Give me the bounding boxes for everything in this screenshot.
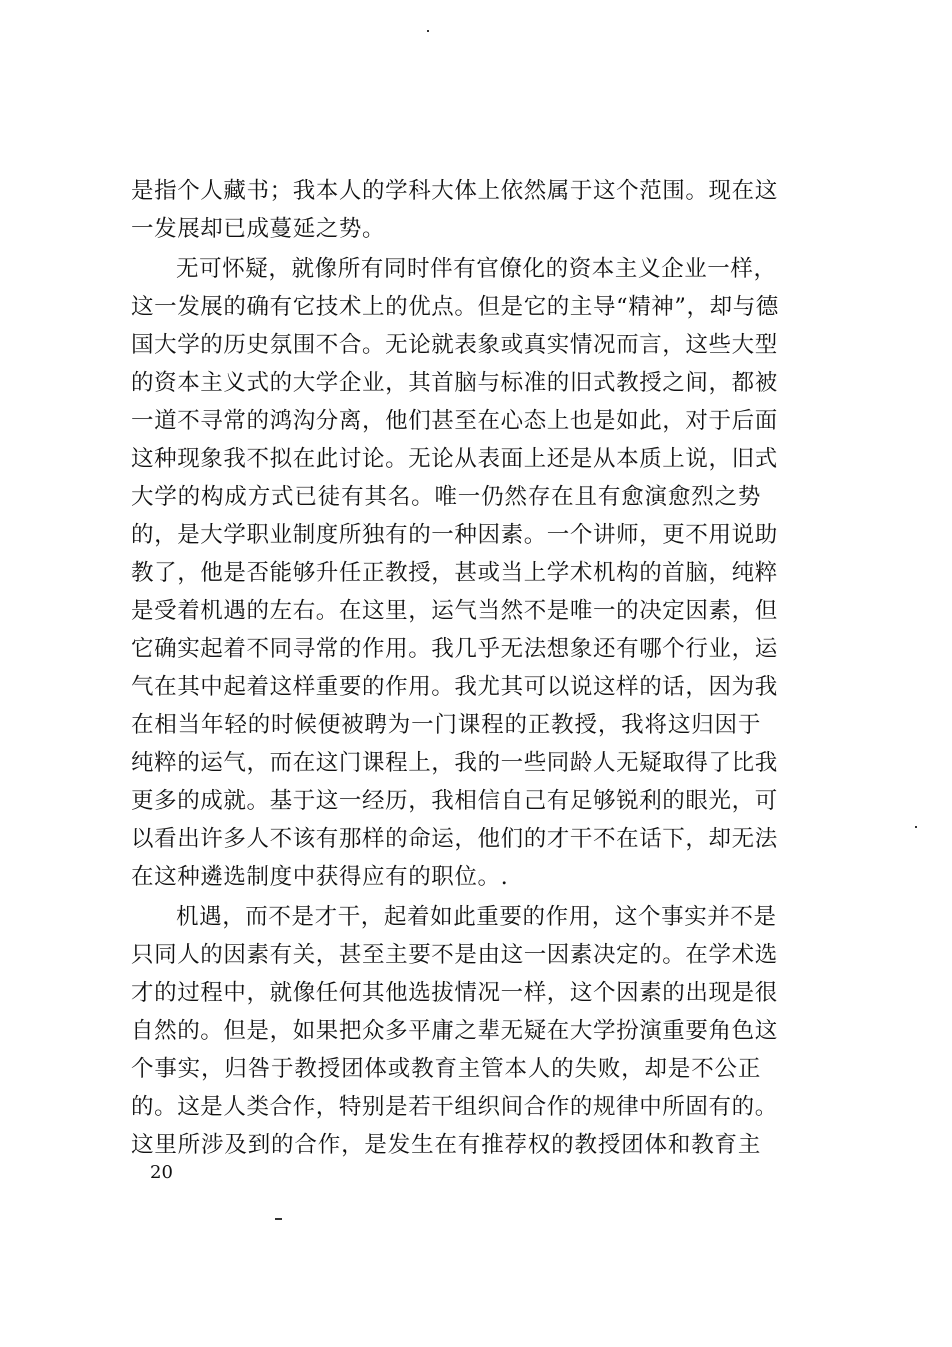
text-line: 这种现象我不拟在此讨论。无论从表面上还是从本质上说，旧式 (131, 446, 778, 472)
paragraph-2 (131, 250, 779, 896)
text-line: 以看出许多人不该有那样的命运，他们的才干不在话下，却无法 (131, 826, 778, 852)
text-line: 是指个人藏书；我本人的学科大体上依然属于这个范围。现在这 (131, 178, 778, 204)
text-line: 在相当年轻的时候便被聘为一门课程的正教授，我将这归因于 (131, 712, 761, 738)
text-line: 自然的。但是，如果把众多平庸之辈无疑在大学扮演重要角色这 (131, 1018, 778, 1044)
scan-speck (427, 30, 429, 32)
paragraph-3 (131, 898, 778, 1164)
text-line: 的。这是人类合作，特别是若干组织间合作的规律中所固有的。 (131, 1094, 778, 1120)
text-line: 一道不寻常的鸿沟分离，他们甚至在心态上也是如此，对于后面 (131, 408, 778, 434)
text-line: 这里所涉及到的合作，是发生在有推荐权的教授团体和教育主 (131, 1132, 761, 1158)
text-line: 才的过程中，就像任何其他选拔情况一样，这个因素的出现是很 (131, 980, 778, 1006)
text-line: 教了，他是否能够升任正教授，甚或当上学术机构的首脑，纯粹 (131, 560, 778, 586)
scan-speck (275, 1218, 282, 1220)
text-line: 它确实起着不同寻常的作用。我几乎无法想象还有哪个行业，运 (131, 636, 778, 662)
scan-speck (915, 826, 917, 828)
text-line: 无可怀疑，就像所有同时伴有官僚化的资本主义企业一样， (176, 256, 777, 282)
text-line: 纯粹的运气，而在这门课程上，我的一些同龄人无疑取得了比我 (131, 750, 778, 776)
text-line: 这一发展的确有它技术上的优点。但是它的主导“精神”，却与德 (131, 294, 779, 320)
text-line: 个事实，归咎于教授团体或教育主管本人的失败，却是不公正 (131, 1056, 761, 1082)
text-line: 国大学的历史氛围不合。无论就表象或真实情况而言，这些大型 (131, 332, 778, 358)
text-line: 一发展却已成蔓延之势。 (131, 216, 386, 242)
text-line: 的资本主义式的大学企业，其首脑与标准的旧式教授之间，都被 (131, 370, 778, 396)
text-line: 大学的构成方式已徒有其名。唯一仍然存在且有愈演愈烈之势 (131, 484, 761, 510)
text-line: 机遇，而不是才干，起着如此重要的作用，这个事实并不是 (176, 904, 777, 930)
body-text (131, 172, 779, 1164)
text-line: 气在其中起着这样重要的作用。我尤其可以说这样的话，因为我 (131, 674, 778, 700)
paragraph-1 (131, 172, 778, 248)
page-number: 20 (150, 1162, 173, 1183)
text-line: 在这种遴选制度中获得应有的职位。. (131, 864, 509, 890)
text-line: 更多的成就。基于这一经历，我相信自己有足够锐利的眼光，可 (131, 788, 778, 814)
text-line: 只同人的因素有关，甚至主要不是由这一因素决定的。在学术选 (131, 942, 778, 968)
text-line: 的，是大学职业制度所独有的一种因素。一个讲师，更不用说助 (131, 522, 778, 548)
text-line: 是受着机遇的左右。在这里，运气当然不是唯一的决定因素，但 (131, 598, 778, 624)
